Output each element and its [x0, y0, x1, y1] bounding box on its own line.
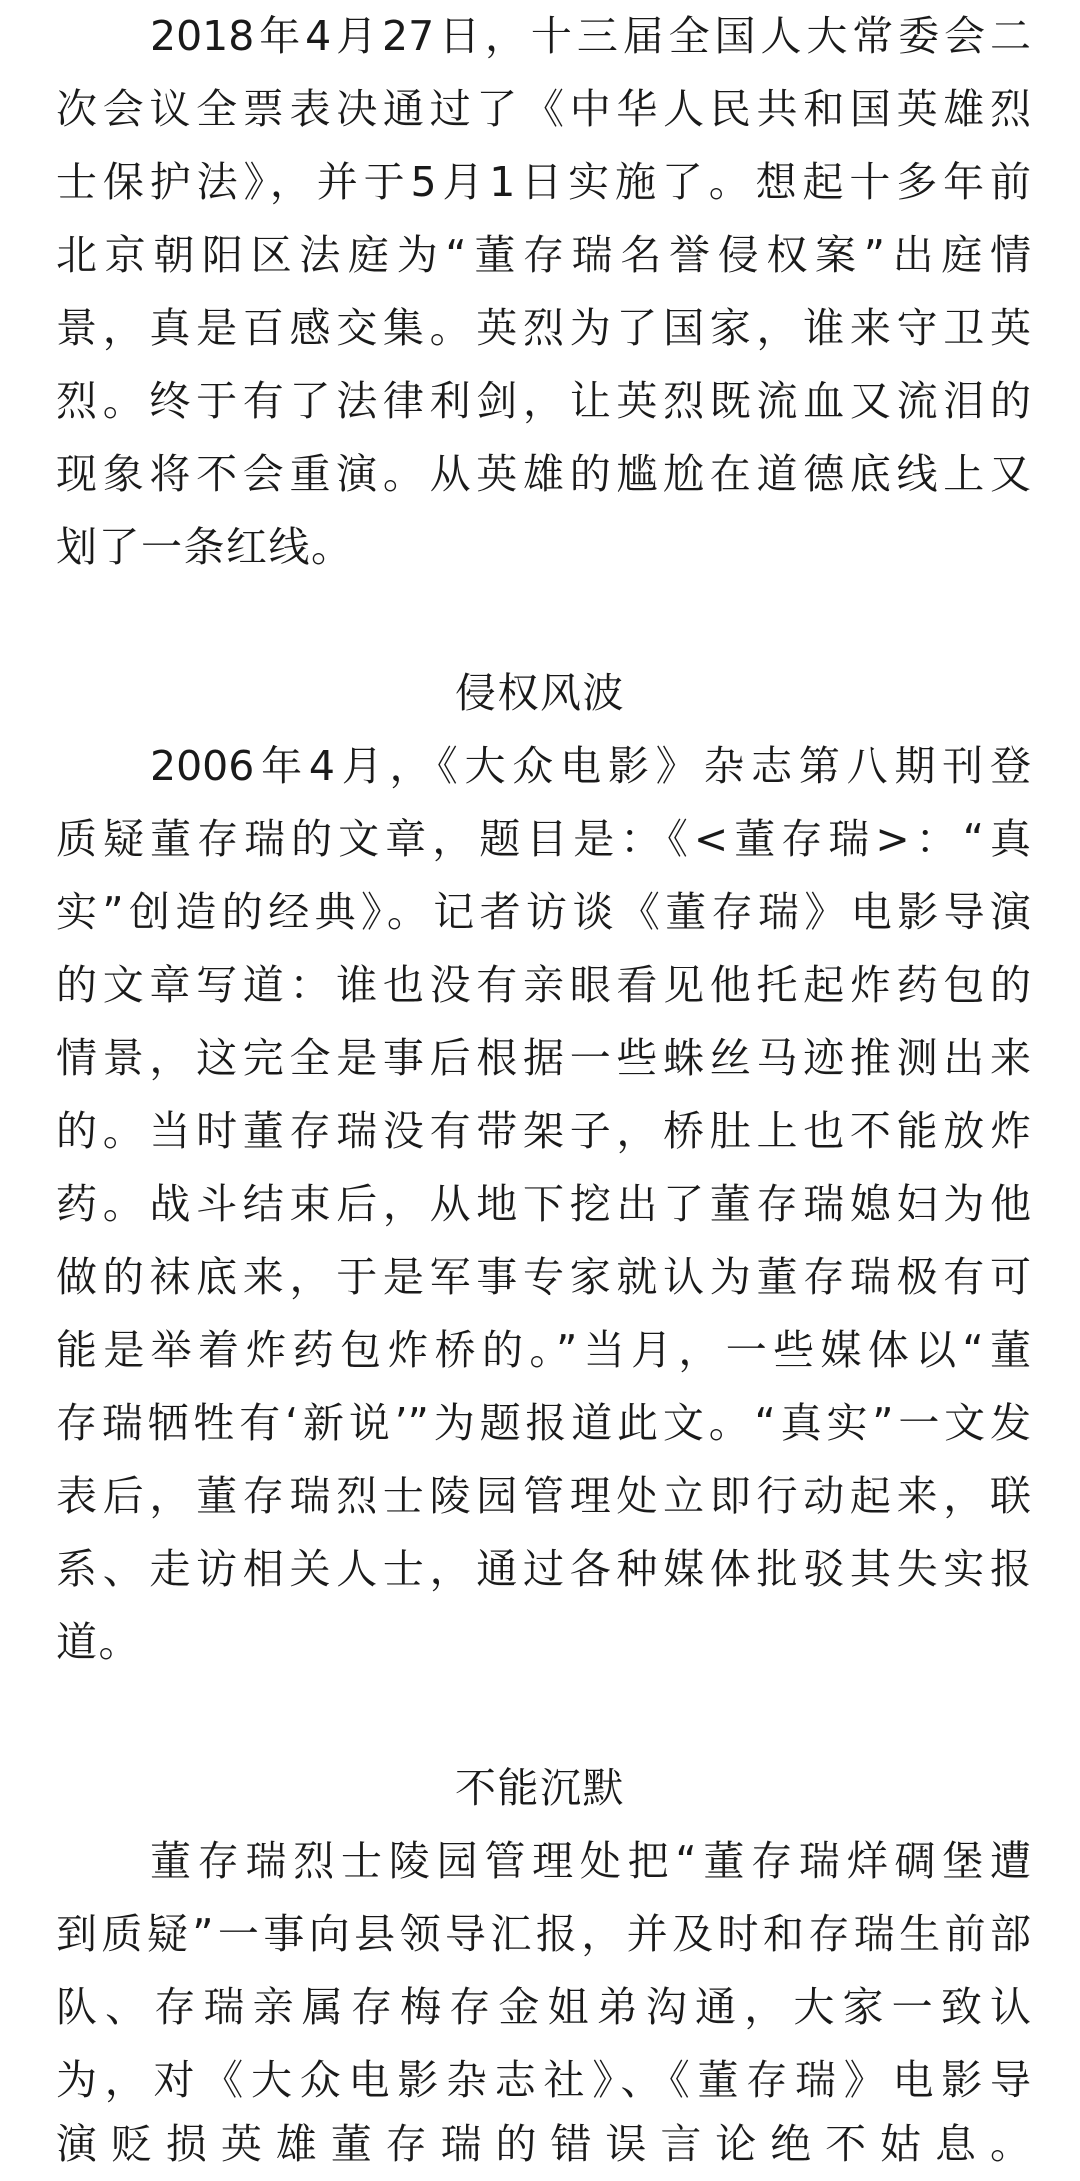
section-2-line-3: 队、存瑞亲属存梅存金姐弟沟通，大家一致认	[56, 1983, 1031, 2031]
section-title-infringement: 侵权风波	[455, 669, 625, 717]
section-1-line-5: 情景，这完全是事后根据一些蛛丝马迹推测出来	[56, 1034, 1031, 1082]
section-1-line-9: 能是举着炸药包炸桥的。”当月，一些媒体以“董	[56, 1326, 1031, 1374]
section-2-line-2: 到质疑”一事向县领导汇报，并及时和存瑞生前部	[56, 1910, 1031, 1958]
paragraph-1-line-3: 士保护法》，并于5月1日实施了。想起十多年前	[56, 158, 1031, 206]
section-1-line-7: 药。战斗结束后，从地下挖出了董存瑞媳妇为他	[56, 1180, 1031, 1228]
section-1-line-12: 系、走访相关人士，通过各种媒体批驳其失实报	[56, 1545, 1031, 1593]
section-1-line-1: 2006年4月，《大众电影》杂志第八期刊登	[150, 742, 1031, 790]
section-1-line-8: 做的袜底来，于是军事专家就认为董存瑞极有可	[56, 1253, 1031, 1301]
paragraph-1-line-6: 烈。终于有了法律利剑，让英烈既流血又流泪的	[56, 377, 1031, 425]
section-title-cannot-stay-silent: 不能沉默	[455, 1764, 625, 1812]
paragraph-1-line-7: 现象将不会重演。从英雄的尴尬在道德底线上又	[56, 450, 1031, 498]
section-1-line-6: 的。当时董存瑞没有带架子，桥肚上也不能放炸	[56, 1107, 1031, 1155]
section-1-line-4: 的文章写道：谁也没有亲眼看见他托起炸药包的	[56, 961, 1031, 1009]
paragraph-1-line-1: 2018年4月27日，十三届全国人大常委会二	[150, 12, 1031, 60]
section-1-line-11: 表后，董存瑞烈士陵园管理处立即行动起来，联	[56, 1472, 1031, 1520]
section-1-line-10: 存瑞牺牲有‘新说’”为题报道此文。“真实”一文发	[56, 1399, 1031, 1447]
section-1-line-2: 质疑董存瑞的文章，题目是：《<董存瑞>：“真	[56, 815, 1031, 863]
section-2-line-4: 为，对《大众电影杂志社》、《董存瑞》电影导	[56, 2056, 1031, 2104]
paragraph-1-line-4: 北京朝阳区法庭为“董存瑞名誉侵权案”出庭情	[56, 231, 1031, 279]
section-1-line-13: 道。	[56, 1618, 141, 1666]
paragraph-1-line-5: 景，真是百感交集。英烈为了国家，谁来守卫英	[56, 304, 1031, 352]
section-1-line-3: 实”创造的经典》。记者访谈《董存瑞》电影导演	[56, 888, 1031, 936]
paragraph-1-line-8: 划了一条红线。	[56, 523, 354, 571]
paragraph-1-line-2: 次会议全票表决通过了《中华人民共和国英雄烈	[56, 85, 1031, 133]
section-2-line-5: 演贬损英雄董存瑞的错误言论绝不姑息。	[56, 2120, 1031, 2168]
section-2-line-1: 董存瑞烈士陵园管理处把“董存瑞烊碉堡遭	[150, 1837, 1031, 1885]
